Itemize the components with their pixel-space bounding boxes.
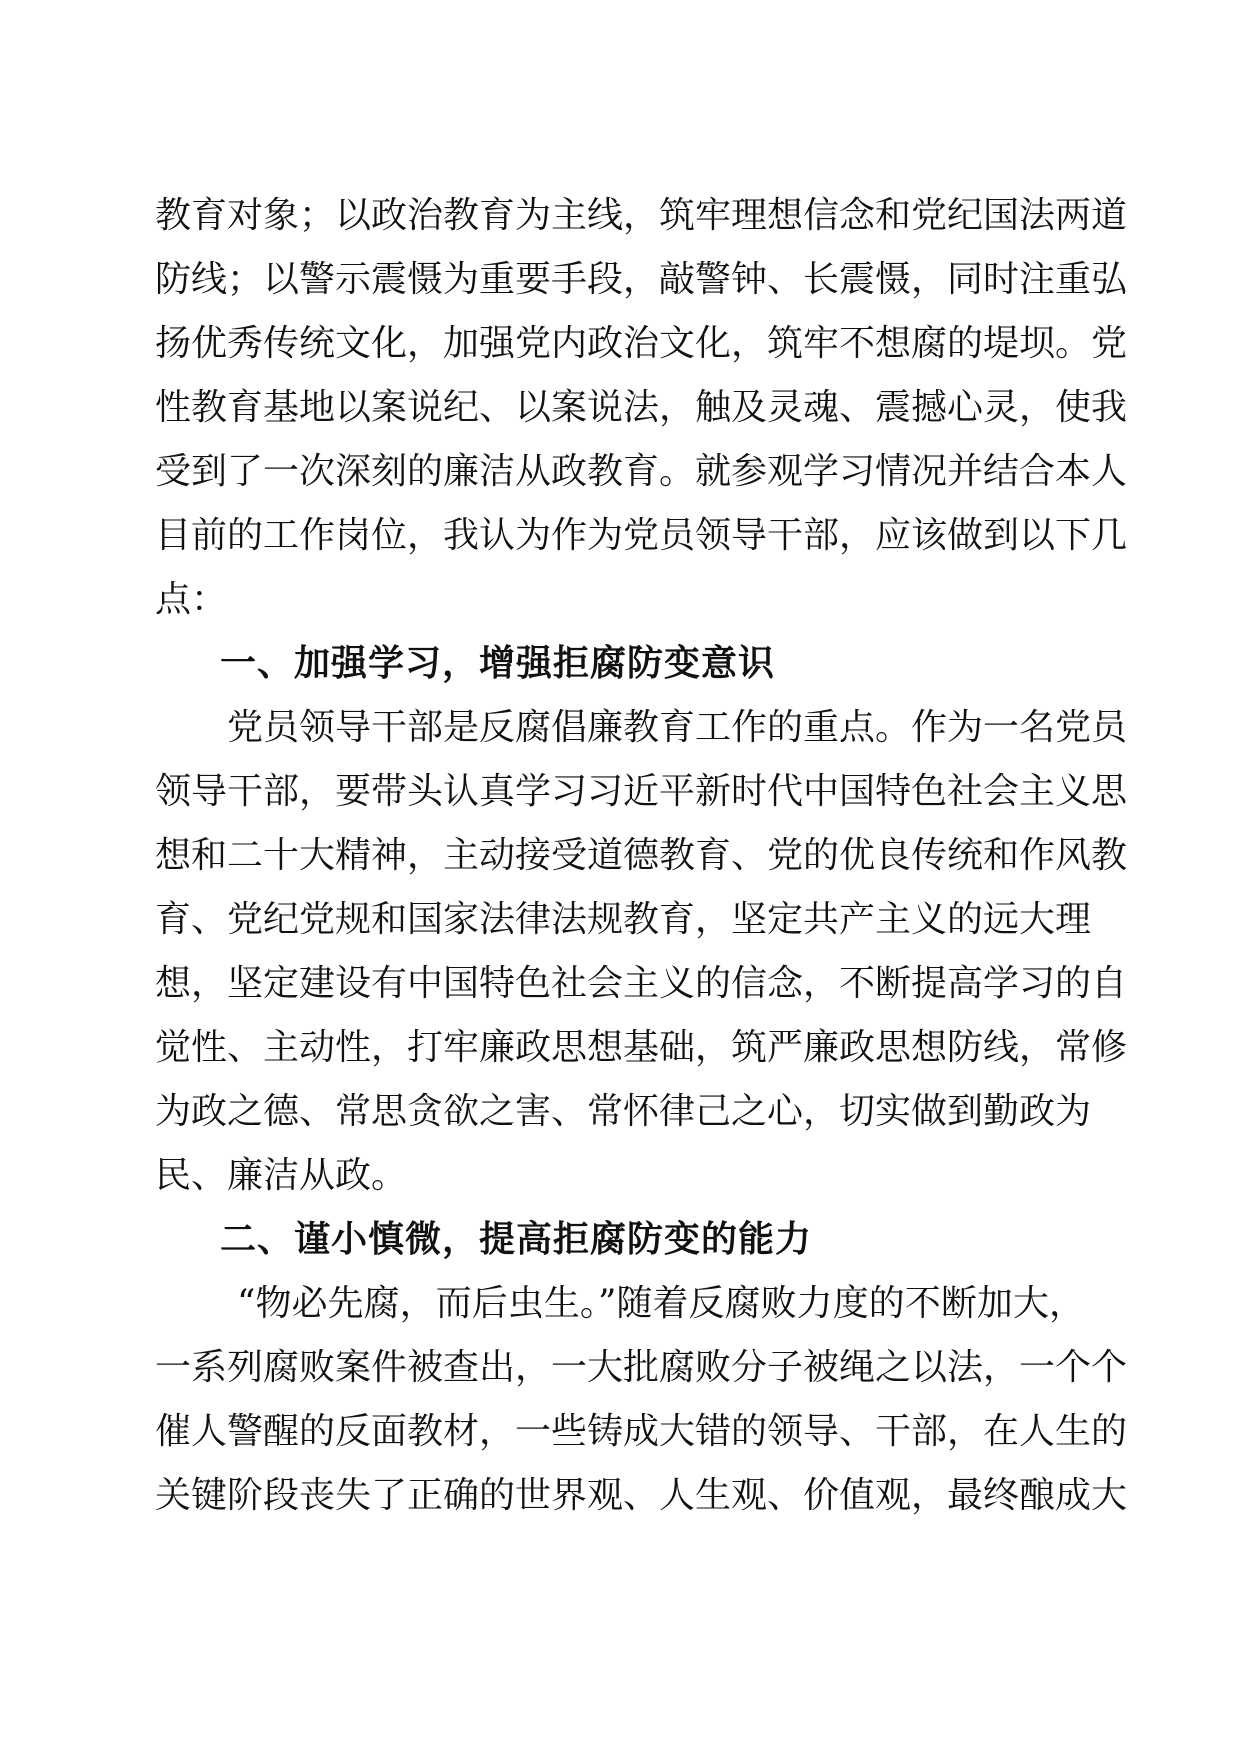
paragraph-line: 想，坚定建设有中国特色社会主义的信念，不断提高学习的自 [155,963,1128,1004]
paragraph-line: 教育对象；以政治教育为主线，筑牢理想信念和党纪国法两道 [155,195,1128,236]
paragraph-line: 党员领导干部是反腐倡廉教育工作的重点。作为一名党员 [227,707,1128,748]
paragraph-line: 一系列腐败案件被查出，一大批腐败分子被绳之以法，一个个 [155,1347,1128,1388]
paragraph-line: 民、廉洁从政。 [155,1155,408,1196]
body-text [155,184,1128,1528]
paragraph-line: “物必先腐，而后虫生。”随着反腐败力度的不断加大， [237,1283,1085,1324]
paragraph-line: 觉性、主动性，打牢廉政思想基础，筑严廉政思想防线，常修 [155,1027,1128,1068]
section-heading-1: 一、加强学习，增强拒腐防变意识 [220,643,776,684]
paragraph-line: 扬优秀传统文化，加强党内政治文化，筑牢不想腐的堤坝。党 [155,323,1128,364]
paragraph-line: 催人警醒的反面教材，一些铸成大错的领导、干部，在人生的 [155,1411,1128,1452]
paragraph-line: 为政之德、常思贪欲之害、常怀律己之心，切实做到勤政为 [155,1091,1092,1132]
paragraph-line: 性教育基地以案说纪、以案说法，触及灵魂、震撼心灵，使我 [155,387,1128,428]
paragraph-line: 领导干部，要带头认真学习习近平新时代中国特色社会主义思 [155,771,1128,812]
paragraph-line: 点： [155,579,228,620]
paragraph-line: 受到了一次深刻的廉洁从政教育。就参观学习情况并结合本人 [155,451,1128,492]
paragraph-line: 想和二十大精神，主动接受道德教育、党的优良传统和作风教 [155,835,1128,876]
paragraph-line: 育、党纪党规和国家法律法规教育，坚定共产主义的远大理 [155,899,1092,940]
paragraph-line: 目前的工作岗位，我认为作为党员领导干部，应该做到以下几 [155,515,1128,556]
section-heading-2: 二、谨小慎微，提高拒腐防变的能力 [220,1219,813,1260]
paragraph-line: 关键阶段丧失了正确的世界观、人生观、价值观，最终酿成大 [155,1475,1128,1516]
paragraph-line: 防线；以警示震慑为重要手段，敲警钟、长震慑，同时注重弘 [155,259,1128,300]
